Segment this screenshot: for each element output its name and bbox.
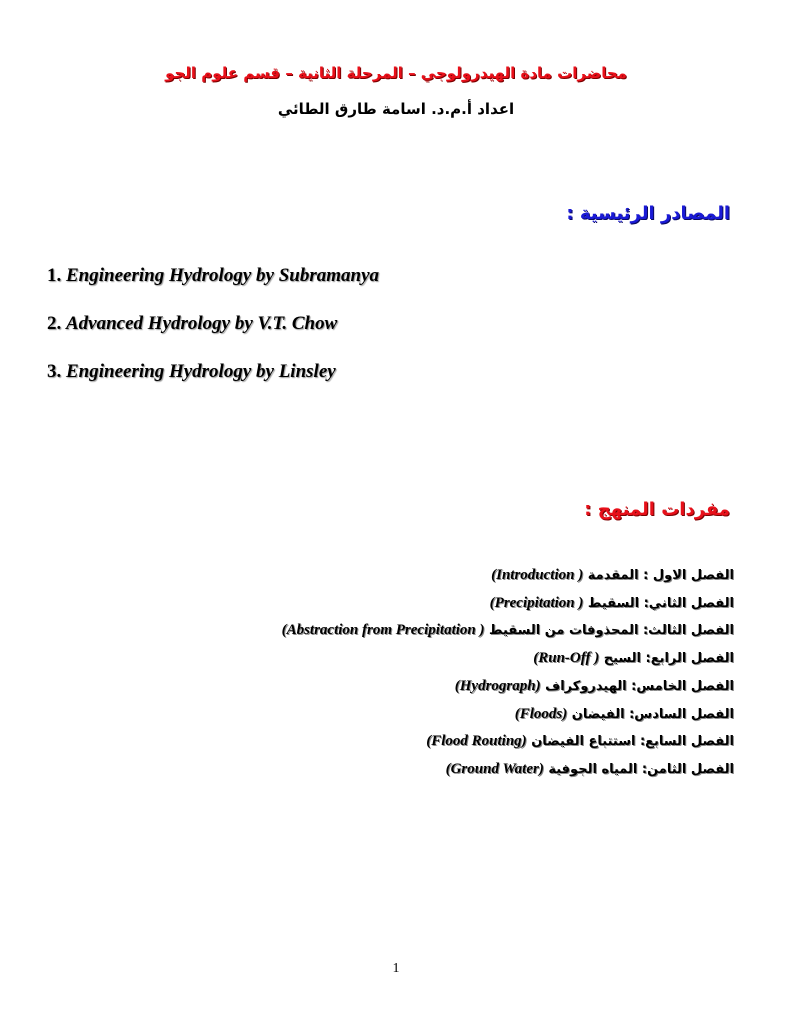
chapter-item xyxy=(282,620,734,641)
chapter-item xyxy=(426,731,734,752)
reference-number: 1. xyxy=(47,265,62,286)
chapter-english: (Flood Routing) xyxy=(426,733,527,749)
chapter-english: (Run-Off ) xyxy=(533,650,600,666)
chapter-arabic: الفصل الاول : المقدمة xyxy=(583,568,734,583)
chapter-item xyxy=(491,565,734,586)
chapter-item xyxy=(490,593,734,614)
chapter-arabic: الفصل الثالث: المحذوفات من السقيط xyxy=(484,623,734,638)
chapter-english: (Ground Water) xyxy=(445,761,544,777)
syllabus-heading: مفردات المنهج : xyxy=(584,499,730,520)
lecture-title: محاضرات مادة الهيدرولوجي – المرحلة الثانية – قسم علوم الجو xyxy=(165,64,627,82)
chapter-english: (Introduction ) xyxy=(491,567,584,583)
page-number: 1 xyxy=(392,961,400,976)
reference-item xyxy=(47,361,336,383)
chapter-item xyxy=(515,704,734,725)
sources-heading: المصادر الرئيسية : xyxy=(566,203,730,224)
chapter-english: (Precipitation ) xyxy=(489,595,584,611)
chapter-item xyxy=(455,676,734,697)
chapter-english: (Floods) xyxy=(514,706,568,722)
reference-title: Advanced Hydrology by V.T. Chow xyxy=(66,313,338,334)
chapter-item xyxy=(446,759,734,780)
chapter-arabic: الفصل السادس: الفيضان xyxy=(567,707,734,722)
author-line: اعداد أ.م.د. اسامة طارق الطائي xyxy=(277,100,515,118)
reference-item xyxy=(47,313,337,335)
reference-title: Engineering Hydrology by Subramanya xyxy=(66,265,379,286)
chapter-arabic: الفصل الرابع: السيح xyxy=(599,651,734,666)
chapter-arabic: الفصل الثاني: السقيط xyxy=(583,596,734,611)
chapter-item xyxy=(533,648,734,669)
reference-item xyxy=(47,265,379,287)
reference-title: Engineering Hydrology by Linsley xyxy=(66,361,336,382)
reference-number: 3. xyxy=(47,361,62,382)
chapter-english: (Abstraction from Precipitation ) xyxy=(281,622,485,638)
chapter-english: (Hydrograph) xyxy=(454,678,541,694)
chapter-arabic: الفصل الثامن: المياه الجوفية xyxy=(543,762,734,777)
chapter-arabic: الفصل الخامس: الهيدروكراف xyxy=(540,679,734,694)
reference-number: 2. xyxy=(47,313,62,334)
chapter-arabic: الفصل السابع: استتباع الفيضان xyxy=(526,734,734,749)
